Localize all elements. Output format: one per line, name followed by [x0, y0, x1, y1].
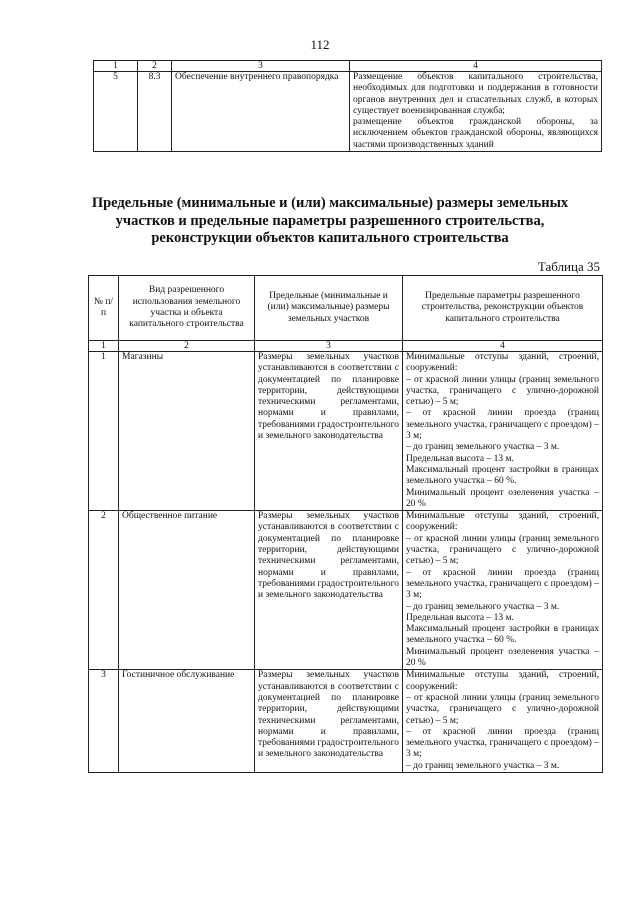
row-number: 2 [89, 511, 119, 670]
use-type: Гостиничное обслуживание [119, 670, 255, 773]
description-paragraph: Размещение объектов капитального строительства, необходимых для подготовки и поддержания в готовности органов внутренних дел и спасательных служб, в которых существует военизированная служба; [353, 72, 598, 116]
construction-parameters [403, 352, 603, 511]
col-number: 3 [255, 341, 403, 352]
table-header-row [89, 276, 603, 341]
column-header: Предельные параметры разрешенного строительства, реконструкции объектов капитального строительства [403, 276, 603, 341]
col-number: 3 [172, 61, 350, 72]
table-row [89, 352, 603, 511]
parameter-line: – от красной линии проезда (границ земельного участка, граничащего с проездом) – 3 м; [406, 726, 599, 760]
parameter-line: – до границ земельного участка – 3 м. [406, 601, 560, 612]
land-size-limits: Размеры земельных участков устанавливаются в соответствии с документацией по планировке территории, действующими техническими регламентами, нормами и правилами, требованиями градостроительного и земельного законодательства [255, 511, 403, 670]
col-number: 1 [89, 341, 119, 352]
col-number: 4 [350, 61, 602, 72]
parameter-line: – от красной линии проезда (границ земельного участка, граничащего с проездом) – 3 м; [406, 567, 599, 601]
parameter-line: Минимальные отступы зданий, строений, сооружений: [406, 670, 599, 692]
construction-parameters [403, 511, 603, 670]
page-number: 112 [310, 37, 330, 52]
parameter-line: – до границ земельного участка – 3 м. [406, 760, 560, 771]
use-type: Общественное питание [119, 511, 255, 670]
land-size-limits: Размеры земельных участков устанавливаются в соответствии с документацией по планировке территории, действующими техническими регламентами, нормами и правилами, требованиями градостроительного и земельного законодательства [255, 670, 403, 773]
parameter-line: Предельная высота – 13 м. [406, 612, 514, 623]
land-size-limits: Размеры земельных участков устанавливаются в соответствии с документацией по планировке территории, действующими техническими регламентами, нормами и правилами, требованиями градостроительного и земельного законодательства [255, 352, 403, 511]
parameters-table [88, 275, 603, 773]
use-description [350, 72, 602, 152]
continued-table [93, 60, 602, 152]
table-label: Таблица 35 [537, 259, 600, 274]
table-row [89, 670, 603, 773]
parameter-line: Минимальные отступы зданий, строений, сооружений: [406, 511, 599, 533]
parameter-line: Минимальный процент озеленения участка – 20 % [406, 487, 599, 509]
row-number: 1 [89, 352, 119, 511]
column-header: № п/п [89, 276, 119, 341]
parameter-line: – до границ земельного участка – 3 м. [406, 442, 560, 453]
parameter-line: Максимальный процент застройки в границах земельного участка – 60 %. [406, 464, 599, 487]
parameter-line: Минимальный процент озеленения участка – 20 % [406, 646, 599, 669]
use-name: Обеспечение внутреннего правопорядка [172, 72, 350, 152]
column-numbers-row [89, 341, 603, 352]
table-row [94, 72, 602, 152]
continued-table-column-numbers [94, 61, 602, 72]
parameter-line: – от красной линии улицы (границ земельного участка, граничащего с улично-дорожной сетью) – 5 м; [406, 692, 599, 726]
table-row [89, 511, 603, 670]
use-code: 8.3 [138, 72, 172, 152]
col-number: 2 [119, 341, 255, 352]
column-header: Предельные (минимальные и (или) максимальные) размеры земельных участков [255, 276, 403, 341]
parameter-line: Максимальный процент застройки в границах земельного участка – 60 %. [406, 624, 599, 646]
row-number: 5 [94, 72, 138, 152]
parameter-line: – от красной линии проезда (границ земельного участка, граничащего с проездом) – 3 м; [406, 408, 599, 442]
col-number: 4 [403, 341, 603, 352]
section-heading: Предельные (минимальные и (или) максимальные) размеры земельных участков и предельные параметры разрешенного строительства, реконструкции объектов капитального строительства [91, 195, 569, 247]
parameter-line: – от красной линии улицы (границ земельного участка, граничащего с улично-дорожной сетью) – 5 м; [406, 374, 599, 408]
parameter-line: Предельная высота – 13 м. [406, 453, 514, 464]
col-number: 2 [138, 61, 172, 72]
use-type: Магазины [119, 352, 255, 511]
col-number: 1 [94, 61, 138, 72]
construction-parameters [403, 670, 603, 773]
row-number: 3 [89, 670, 119, 773]
parameter-line: – от красной линии улицы (границ земельного участка, граничащего с улично-дорожной сетью) – 5 м; [406, 533, 599, 567]
description-paragraph: размещение объектов гражданской обороны, за исключением объектов гражданской обороны, являющихся частями производственных зданий [353, 117, 598, 150]
column-header: Вид разрешенного использования земельного участка и объекта капитального строительства [119, 276, 255, 341]
parameter-line: Минимальные отступы зданий, строений, сооружений: [406, 352, 599, 374]
